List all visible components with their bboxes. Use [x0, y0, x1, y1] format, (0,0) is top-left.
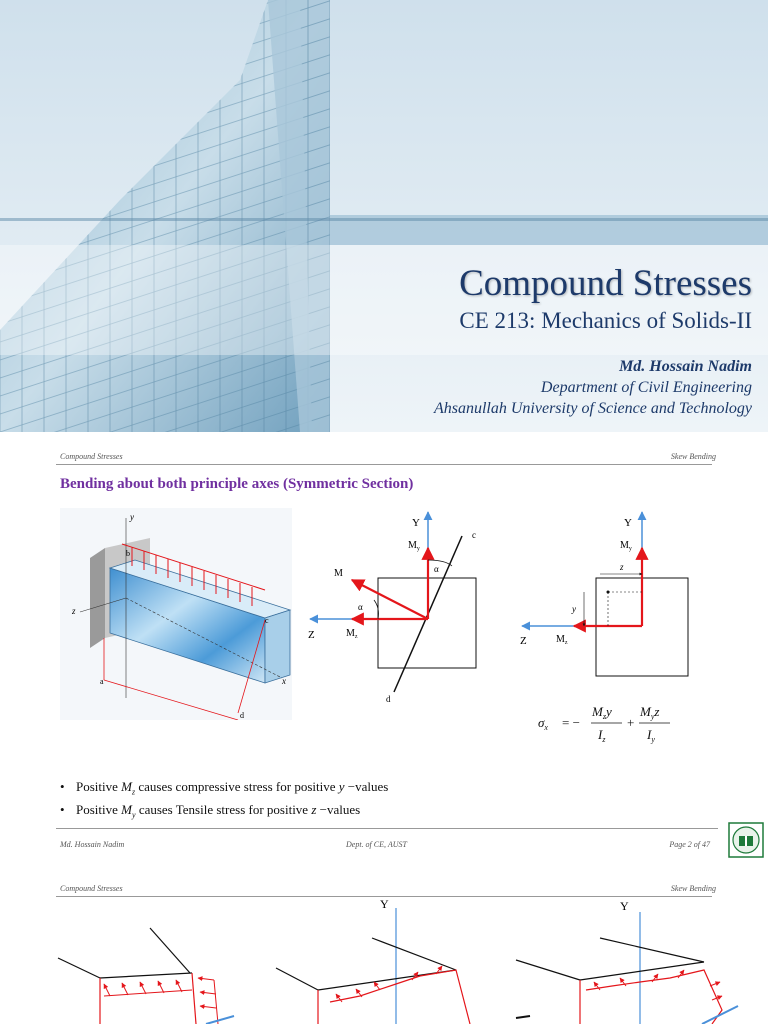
bullet-item: • Positive $M_z$ causes compressive stress for positive y −values: [60, 779, 389, 797]
author-name: Md. Hossain Nadim: [619, 358, 752, 375]
fig3-Y-label: Y: [624, 517, 632, 529]
cantilever-beam-figure: [60, 508, 292, 720]
fig1-d-label: d: [240, 711, 244, 720]
formula-num2: $M_yz$: [640, 704, 660, 721]
fig1-a-label: a: [100, 677, 104, 686]
footer-left: Md. Hossain Nadim: [60, 840, 125, 849]
formula-plus: +: [627, 715, 635, 730]
fig2-d-label: d: [386, 694, 391, 704]
section-coordinate-figure: [516, 508, 696, 688]
fig1-y-label: y: [130, 512, 134, 522]
presentation-title: Compound Stresses: [459, 263, 752, 304]
slide3-Y-label-1: Y: [380, 898, 389, 911]
slide3-Y-label-2: Y: [620, 899, 629, 913]
fig1-b-label: b: [126, 549, 130, 558]
fig2-c-label: c: [472, 530, 476, 540]
fig3-My-label: $M_y$: [620, 540, 632, 552]
footer-page-number: Page 2 of 47: [669, 840, 710, 849]
formula-num1: $M_zy$: [592, 704, 612, 721]
fig1-c-label: c: [265, 616, 269, 625]
slide3-header-left: Compound Stresses: [60, 884, 123, 893]
aust-logo: [728, 822, 764, 858]
fig3-Z-label: Z: [520, 635, 527, 647]
formula-sigma: $\sigma_x$: [538, 715, 548, 732]
slide-heading: Bending about both principle axes (Symmetric Section): [60, 476, 414, 492]
stress-formula: [536, 698, 686, 748]
skew-bending-slide: [0, 436, 768, 868]
department-name: Department of Civil Engineering: [540, 379, 752, 396]
fig2-Mz-label: $M_z$: [346, 628, 358, 640]
slide3-header-right: Skew Bending: [670, 884, 716, 893]
fig2-alpha-top: α: [434, 564, 439, 574]
header-right: Skew Bending: [670, 452, 716, 461]
author-block: [434, 356, 752, 419]
fig2-Z-label: Z: [308, 629, 315, 641]
formula-den2: $I_y$: [647, 727, 655, 744]
fig1-z-label: z: [72, 606, 76, 616]
fig2-M-label: M: [334, 568, 343, 579]
header-left: Compound Stresses: [60, 452, 123, 461]
university-name: Ahsanullah University of Science and Technology: [433, 400, 752, 417]
header-divider: [56, 464, 712, 465]
footer-center: Dept. of CE, AUST: [346, 840, 407, 849]
formula-equals: = −: [562, 715, 580, 730]
bullet-item: • Positive $M_y$ causes Tensile stress for positive z −values: [60, 801, 361, 820]
formula-den1: $I_z$: [598, 727, 606, 744]
moment-vector-figure: [300, 508, 500, 708]
fig3-z-label: z: [620, 562, 624, 572]
next-slide-partial: [0, 872, 768, 1024]
stress-distribution-figures: [0, 898, 768, 1024]
fig2-Y-label: Y: [412, 517, 420, 529]
bullet-list: [60, 778, 388, 823]
course-subtitle: CE 213: Mechanics of Solids-II: [459, 308, 752, 333]
footer-divider: [56, 828, 718, 829]
fig2-alpha-left: α: [358, 602, 363, 612]
slide3-header-divider: [56, 896, 712, 897]
fig3-Mz-label: $M_z$: [556, 634, 568, 646]
title-slide: [0, 0, 768, 432]
fig1-x-label: x: [282, 676, 286, 686]
fig3-y-label: y: [572, 604, 576, 614]
fig2-My-label: $M_y$: [408, 540, 420, 552]
